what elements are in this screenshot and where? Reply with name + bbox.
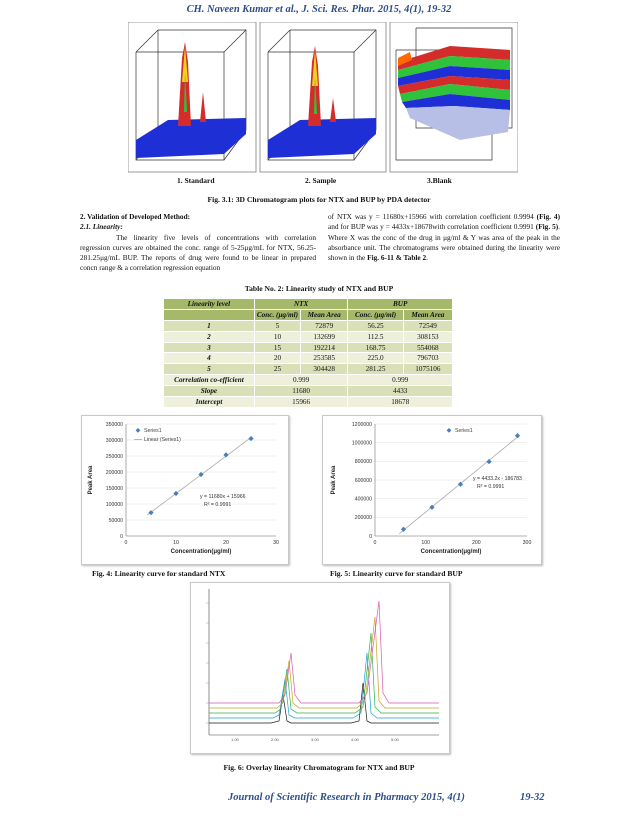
- bup-stat: 0.999: [348, 375, 453, 386]
- table-row: [164, 353, 453, 364]
- fig3-caption: Fig. 3.1: 3D Chromatogram plots for NTX and BUP by PDA detector: [207, 195, 431, 204]
- overlay-chromatogram: [191, 583, 449, 753]
- fig5-panel: [322, 415, 542, 565]
- y-tick-label: 150000: [105, 485, 123, 492]
- legend-marker: [447, 428, 452, 433]
- bup-linearity-chart: [323, 416, 541, 564]
- bup-stat: 4433: [348, 386, 453, 397]
- cell: 304428: [301, 364, 348, 375]
- footer-journal: Journal of Scientific Research in Pharmacy 2015, 4(1): [228, 792, 465, 803]
- stat-label: Slope: [164, 386, 255, 397]
- axis-tick: 5.00: [391, 737, 399, 742]
- ntx-stat: 0.999: [254, 375, 348, 386]
- cell: 10: [254, 331, 300, 342]
- table-row-intercept: [164, 397, 453, 408]
- y-tick-label: 50000: [108, 517, 123, 524]
- cell: 1075106: [403, 364, 452, 375]
- ntx-equation-text: of NTX was y = 11680x+15966 with correlation coefficient 0.9994: [328, 212, 534, 221]
- trend-equation: y = 4433.2x - 186783: [473, 476, 522, 482]
- ntx-stat: 15966: [254, 397, 348, 408]
- ntx-stat: 11680: [254, 386, 348, 397]
- cell: 168.75: [348, 342, 403, 353]
- cell: 5: [254, 320, 300, 331]
- axis-tick: 1.00: [231, 737, 239, 742]
- data-point: [401, 527, 406, 532]
- subheader-bup-conc: Conc. (μg/ml): [348, 309, 403, 320]
- table-row: [164, 331, 453, 342]
- axis-tick: 2.00: [271, 737, 279, 742]
- data-point: [248, 436, 253, 441]
- r-squared-label: R² = 0.9991: [477, 484, 505, 490]
- x-axis-title: Concentration(μg/ml): [170, 549, 232, 555]
- explanation-text: . Where X was the conc of the drug in μg/ml & Y was area of the peak in the absorbance unit. The chromatograms were obtained during the linearity were shown in the: [328, 222, 560, 263]
- y-tick-label: 1200000: [351, 421, 372, 428]
- y-tick-label: 0: [120, 533, 123, 540]
- cell: 20: [254, 353, 300, 364]
- fig4-caption: Fig. 4: Linearity curve for standard NTX: [92, 569, 226, 578]
- y-tick-label: 1000000: [351, 440, 372, 447]
- cell: 25: [254, 364, 300, 375]
- header-linearity-level: Linearity level: [164, 299, 255, 310]
- y-tick-label: 250000: [105, 453, 123, 460]
- panel-label-standard: 1. Standard: [177, 176, 215, 185]
- y-tick-label: 200000: [354, 515, 372, 522]
- y-axis-title: Peak Area: [88, 465, 94, 495]
- x-tick-label: 30: [273, 540, 279, 546]
- table-row: [164, 320, 453, 331]
- level-cell: 1: [164, 320, 255, 331]
- running-header: CH. Naveen Kumar et al., J. Sci. Res. Phar. 2015, 4(1), 19-32: [186, 4, 452, 15]
- cell: 192214: [301, 342, 348, 353]
- subheader-ntx-conc: Conc. (μg/ml): [254, 309, 300, 320]
- x-tick-label: 10: [173, 540, 179, 546]
- panel-label-blank: 3.Blank: [427, 176, 452, 185]
- chromatogram-3d-standard: [128, 22, 256, 172]
- fig6-caption: Fig. 6: Overlay linearity Chromatogram for NTX and BUP: [223, 763, 415, 772]
- chromatogram-3d-blank: [390, 22, 518, 172]
- y-tick-label: 350000: [105, 421, 123, 428]
- cell: 72879: [301, 320, 348, 331]
- legend-label: Linear (Series1): [144, 437, 181, 443]
- y-tick-label: 100000: [105, 501, 123, 508]
- fig5-caption: Fig. 5: Linearity curve for standard BUP: [330, 569, 463, 578]
- legend-label: Series1: [455, 428, 473, 434]
- stat-label: Intercept: [164, 397, 255, 408]
- table-row: [164, 364, 453, 375]
- cell: 72549: [403, 320, 452, 331]
- bup-equation-text: and for BUP was y = 4433x+18678with correlation coefficient 0.9991: [328, 222, 536, 232]
- level-cell: 3: [164, 342, 255, 353]
- sentence-end: .: [426, 253, 428, 263]
- y-tick-label: 300000: [105, 437, 123, 444]
- y-tick-label: 0: [369, 533, 372, 540]
- x-tick-label: 300: [522, 540, 532, 546]
- cell: 132699: [301, 331, 348, 342]
- x-tick-label: 0: [373, 540, 377, 546]
- x-tick-label: 200: [472, 540, 481, 546]
- linearity-paragraph: The linearity five levels of concentrations with correlation regression curves are obtained the conc. range of 5-25μg/mL for NTX, 56.25-281.25μg/mL BUP. The reports of drug were found to be linear in prepared concn range & a correlation regression equation: [80, 232, 316, 273]
- data-point: [486, 459, 491, 464]
- bup-stat: 18678: [348, 397, 453, 408]
- axis-tick: 3.00: [311, 737, 319, 742]
- x-tick-label: 0: [124, 540, 128, 546]
- right-column: [328, 212, 560, 263]
- section-heading: 2. Validation of Developed Method:: [80, 212, 191, 221]
- cell: 225.0: [348, 353, 403, 364]
- data-point: [515, 433, 520, 438]
- y-tick-label: 400000: [354, 496, 372, 503]
- r-squared-label: R² = 0.9991: [204, 502, 232, 508]
- x-tick-label: 20: [223, 540, 229, 546]
- fig4-ref: (Fig. 4): [536, 212, 560, 221]
- chromatogram-3d-figure: [128, 22, 518, 174]
- cell: 112.5: [348, 331, 403, 342]
- legend-marker: [136, 428, 141, 433]
- cell: 15: [254, 342, 300, 353]
- fig5-ref: (Fig. 5): [535, 222, 559, 232]
- subheader-bup-area: Mean Area: [403, 309, 452, 320]
- axis-tick: 4.00: [351, 737, 359, 742]
- table-row: [164, 342, 453, 353]
- chromatogram-3d-sample: [260, 22, 386, 172]
- left-column: [80, 212, 316, 274]
- table-caption: Table No. 2: Linearity study of NTX and BUP: [244, 284, 394, 293]
- header-ntx: NTX: [254, 299, 348, 310]
- cell: 308153: [403, 331, 452, 342]
- level-cell: 4: [164, 353, 255, 364]
- fig-table-ref: Fig. 6-11 & Table 2: [367, 253, 427, 263]
- cell: 554068: [403, 342, 452, 353]
- table-row-slope: [164, 386, 453, 397]
- cell: 253585: [301, 353, 348, 364]
- subheader-empty: [164, 309, 255, 320]
- cell: 56.25: [348, 320, 403, 331]
- level-cell: 5: [164, 364, 255, 375]
- legend-label: Series1: [144, 428, 162, 434]
- level-cell: 2: [164, 331, 255, 342]
- subsection-heading: 2.1. Linearity:: [80, 222, 123, 232]
- data-point: [223, 452, 228, 457]
- fig4-panel: [81, 415, 289, 565]
- y-axis-title: Peak Area: [331, 465, 337, 495]
- x-tick-label: 100: [421, 540, 430, 546]
- subheader-ntx-area: Mean Area: [301, 309, 348, 320]
- footer-pages: 19-32: [520, 792, 545, 803]
- y-tick-label: 200000: [105, 469, 123, 476]
- linearity-table: [163, 298, 453, 408]
- table-row-correlation: [164, 375, 453, 386]
- panel-label-sample: 2. Sample: [305, 176, 337, 185]
- stat-label: Correlation co-efficient: [164, 375, 255, 386]
- trend-equation: y = 11680x + 15966: [200, 494, 246, 500]
- fig6-panel: [190, 582, 450, 754]
- cell: 281.25: [348, 364, 403, 375]
- y-tick-label: 600000: [354, 477, 372, 484]
- header-bup: BUP: [348, 299, 453, 310]
- x-axis-title: Concentration(μg/ml): [420, 549, 482, 555]
- cell: 796703: [403, 353, 452, 364]
- ntx-linearity-chart: [82, 416, 288, 564]
- y-tick-label: 800000: [354, 459, 372, 466]
